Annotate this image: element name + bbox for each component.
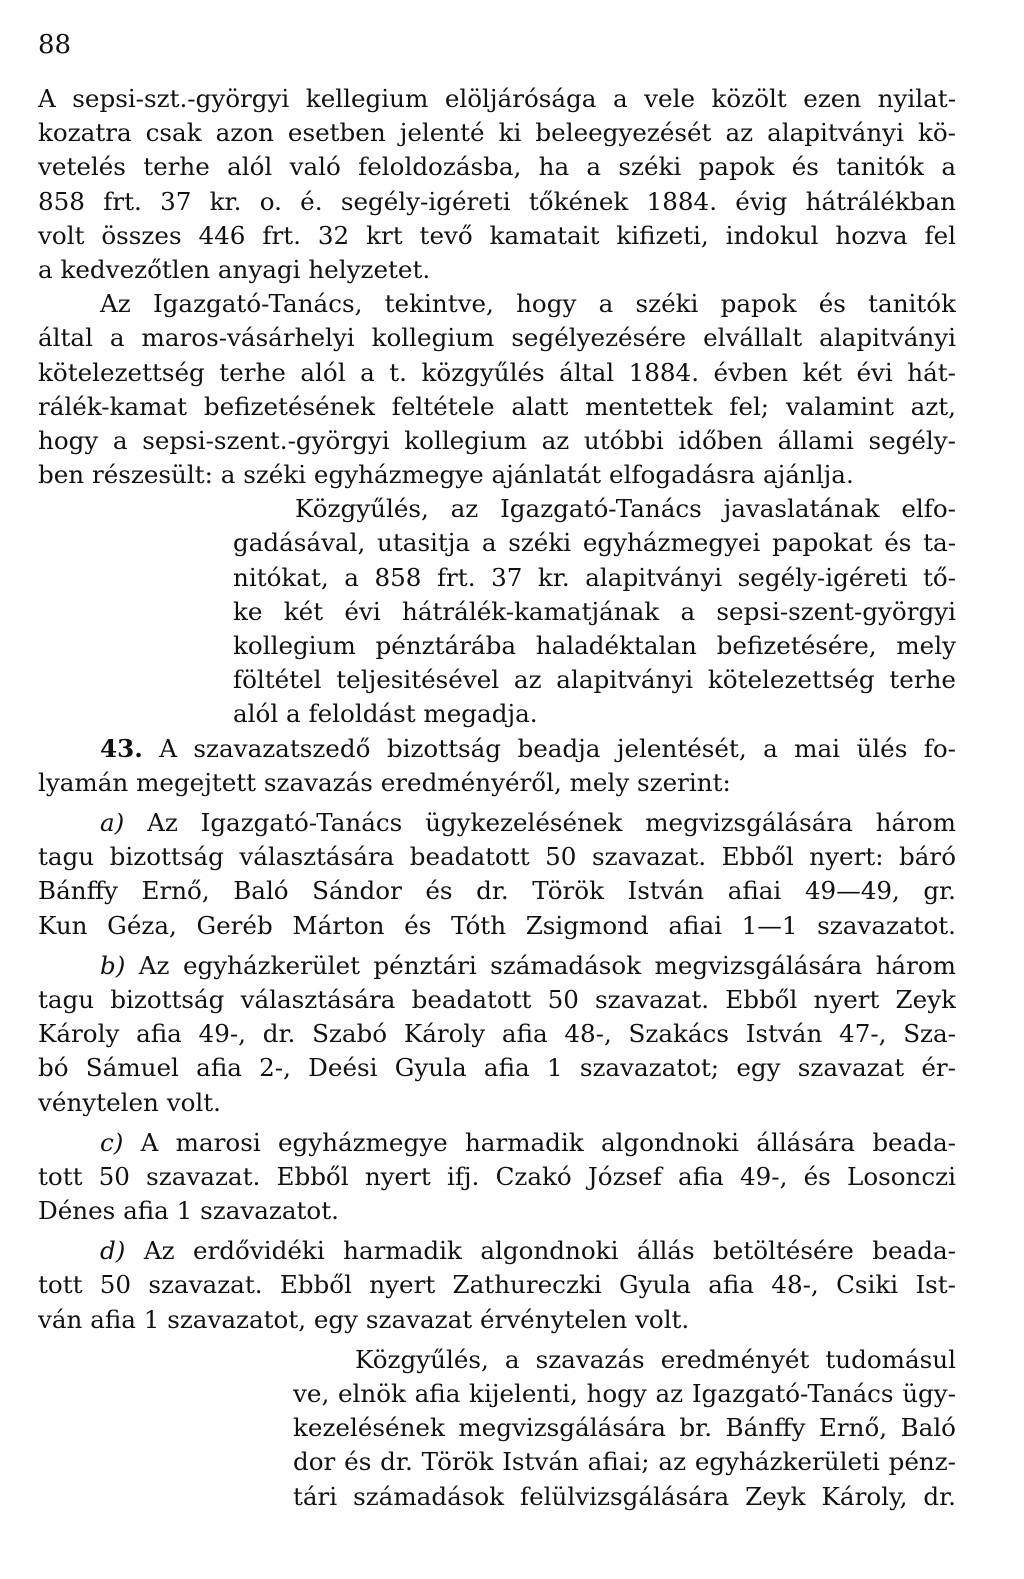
section-number: 43. [100, 733, 143, 763]
text-line: b) Az egyházkerület pénztári számadások megvizsgálására három [100, 950, 956, 980]
text-line: tagu bizottság választására beadatott 50 szavazat. Ebből nyert Zeyk [38, 984, 956, 1014]
item-d [38, 1234, 956, 1337]
text-line: vetelés terhe alól való feloldozásba, ha a széki papok és tanitók a [38, 152, 956, 182]
text-line [38, 732, 956, 766]
resolution-1 [233, 492, 956, 731]
text-line: kollegium pénztárába haladéktalan befizetésére, mely [233, 631, 956, 661]
text-line: ván afia 1 szavazatot, egy szavazat érvénytelen volt. [38, 1304, 690, 1334]
text-line: 858 frt. 37 kr. o. é. segély-igéreti tőkének 1884. évig hátrálékban [38, 186, 956, 216]
text-line: tott 50 szavazat. Ebből nyert Zathureczki Gyula afia 48-, Csiki Ist- [38, 1270, 956, 1300]
text-line: ben részesült: a széki egyházmegye ajánlatát elfogadásra ajánlja. [38, 460, 854, 490]
text-line: A sepsi-szt.-györgyi kellegium elöljárósága a vele közölt ezen nyilat- [38, 84, 956, 113]
section-43 [38, 732, 956, 800]
item-letter: a) [100, 808, 125, 837]
text-line: föltétel teljesitésével az alapitványi kötelezettség terhe [233, 665, 956, 695]
text-line: alól a feloldást megadja. [233, 699, 538, 729]
text-line: c) A marosi egyházmegye harmadik algondnoki állására beada- [100, 1127, 956, 1157]
document-page [38, 0, 956, 1579]
text-line: a) Az Igazgató-Tanács ügykezelésének megvizsgálására három [100, 808, 956, 837]
item-a [38, 806, 956, 943]
text-line: hogy a sepsi-szent.-györgyi kollegium az utóbbi időben állami segély- [38, 425, 956, 455]
text-line: tott 50 szavazat. Ebből nyert ifj. Czakó József afia 49-, és Losonczi [38, 1161, 956, 1191]
page-text [38, 82, 956, 1514]
text-line: dor és dr. Török István afiai; az egyházkerületi pénz- [293, 1447, 956, 1477]
item-letter: b) [100, 950, 126, 980]
text-line: bó Sámuel afia 2-, Deési Gyula afia 1 szavazatot; egy szavazat ér- [38, 1053, 956, 1083]
text-line: nitókat, a 858 frt. 37 kr. alapitványi segély-igéreti tő- [233, 562, 956, 592]
item-c [38, 1126, 956, 1229]
text-line: tagu bizottság választására beadatott 50 szavazat. Ebből nyert: báró [38, 842, 956, 872]
text-line: kezelésének megvizsgálására br. Bánffy Ernő, Baló [293, 1413, 956, 1443]
paragraph-2 [38, 287, 956, 492]
text-line: Közgyűlés, a szavazás eredményét tudomásul [355, 1344, 956, 1374]
text-line: volt összes 446 frt. 32 krt tevő kamatait kifizeti, indokul hozva fel [38, 220, 956, 250]
text-line: rálék-kamat befizetésének feltétele alatt mentettek fel; valamint azt, [38, 391, 956, 421]
text-line: ve, elnök afia kijelenti, hogy az Igazgató-Tanács ügy- [293, 1379, 956, 1409]
text-line: Az Igazgató-Tanács, tekintve, hogy a széki papok és tanitók [100, 289, 956, 319]
text-line: Dénes afia 1 szavazatot. [38, 1196, 339, 1226]
paragraph-1 [38, 82, 956, 287]
text-line: gadásával, utasitja a széki egyházmegyei papokat és ta- [233, 528, 956, 558]
section-text: A szavazatszedő bizottság beadja jelentését, a mai ülés fo- [159, 733, 956, 763]
text-line: a kedvezőtlen anyagi helyzetet. [38, 254, 431, 284]
item-b [38, 949, 956, 1120]
text-line: Közgyűlés, az Igazgató-Tanács javaslatának elfo- [295, 494, 956, 524]
resolution-2 [293, 1343, 956, 1514]
text-line: Kun Géza, Geréb Márton és Tóth Zsigmond afiai 1—1 szavazatot. [38, 910, 956, 940]
text-line: tári számadások felülvizsgálására Zeyk Károly, dr. [293, 1481, 956, 1511]
text-line: d) Az erdővidéki harmadik algondnoki állás betöltésére beada- [100, 1236, 956, 1266]
page-number: 88 [38, 30, 72, 60]
text-line: lyamán megejtett szavazás eredményéről, mely szerint: [38, 767, 731, 797]
text-line: ke két évi hátrálék-kamatjának a sepsi-szent-györgyi [233, 596, 956, 626]
text-line: Bánffy Ernő, Baló Sándor és dr. Török István afiai 49—49, gr. [38, 876, 956, 906]
text-line: kozatra csak azon esetben jelenté ki beleegyezését az alapitványi kö- [38, 118, 956, 148]
text-line: kötelezettség terhe alól a t. közgyűlés által 1884. évben két évi hát- [38, 357, 956, 387]
item-letter: d) [100, 1236, 126, 1266]
item-letter: c) [100, 1127, 124, 1157]
text-line: Károly afia 49-, dr. Szabó Károly afia 48-, Szakács István 47-, Sza- [38, 1019, 956, 1049]
text-line: által a maros-vásárhelyi kollegium segélyezésére elvállalt alapitványi [38, 323, 956, 353]
text-line: vénytelen volt. [38, 1087, 221, 1117]
